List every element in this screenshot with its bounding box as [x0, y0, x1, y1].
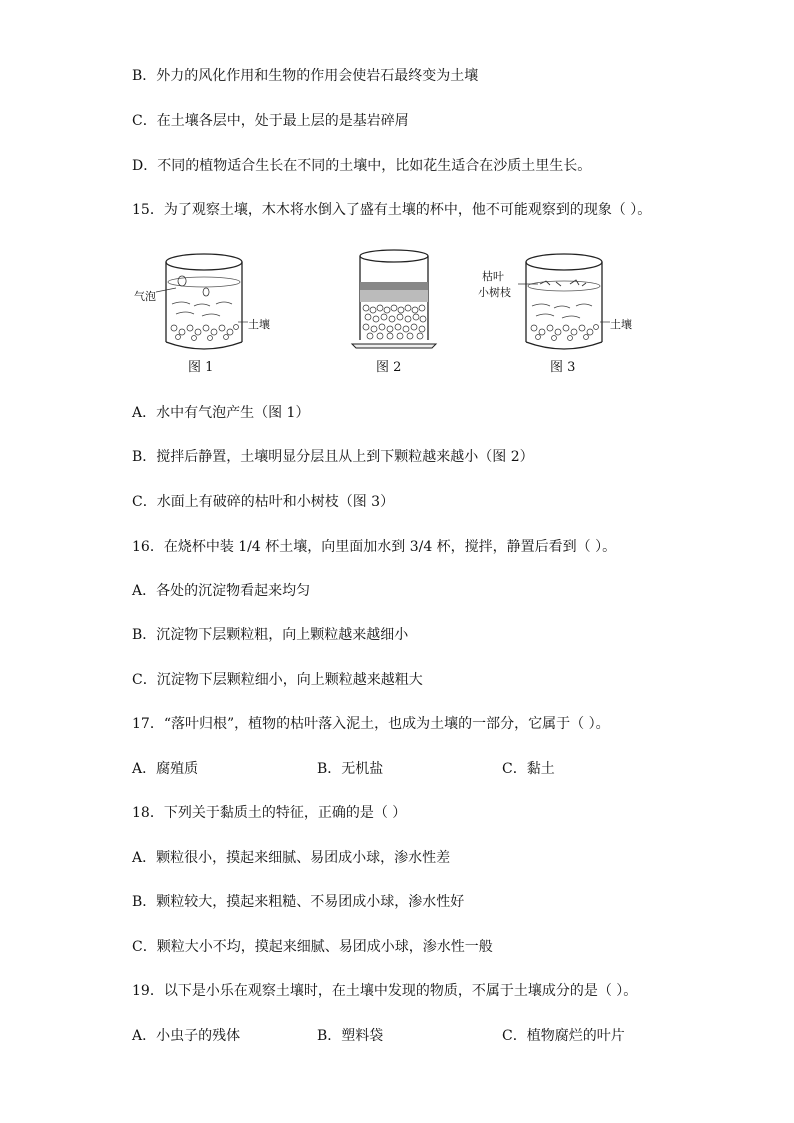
q18-option-c: C．颗粒大小不均，摸起来细腻、易团成小球，渗水性一般 [132, 939, 493, 955]
q15-option-c: C．水面上有破碎的枯叶和小树枝（图 3） [132, 494, 395, 510]
q14-option-c: C．在土壤各层中，处于最上层的是基岩碎屑 [132, 113, 409, 129]
q17-stem: 17．“落叶归根”，植物的枯叶落入泥土，也成为土壤的一部分，它属于（ ）。 [132, 716, 610, 732]
q16-option-c: C．沉淀物下层颗粒细小，向上颗粒越来越粗大 [132, 672, 423, 688]
figure-3 [478, 244, 648, 378]
beaker-2-illustration [348, 244, 448, 354]
q15-stem: 15．为了观察土壤，木木将水倒入了盛有土壤的杯中，他不可能观察到的现象（ ）。 [132, 202, 652, 218]
figure-1-caption: 图 1 [188, 360, 214, 375]
q18-option-a: A．颗粒很小，摸起来细腻、易团成小球，渗水性差 [132, 850, 451, 866]
q14-option-d: D．不同的植物适合生长在不同的土壤中，比如花生适合在沙质土里生长。 [132, 158, 592, 174]
figure-1 [130, 244, 290, 378]
figure-2-caption: 图 2 [376, 360, 402, 375]
q19-option-a: A．小虫子的残体 [132, 1028, 241, 1044]
q19-option-b: B．塑料袋 [317, 1028, 384, 1044]
figure-3-twig-label: 小树枝 [478, 286, 511, 299]
q17-option-c: C．黏土 [502, 761, 555, 777]
q19-stem: 19．以下是小乐在观察土壤时，在土壤中发现的物质，不属于土壤成分的是（ ）。 [132, 983, 638, 999]
figure-1-soil-label: 土壤 [248, 318, 270, 331]
figure-3-caption: 图 3 [550, 360, 576, 375]
figure-1-bubble-label: 气泡 [134, 290, 156, 303]
q15-option-b: B．搅拌后静置，土壤明显分层且从上到下颗粒越来越小（图 2） [132, 449, 534, 465]
q18-option-b: B．颗粒较大，摸起来粗糙、不易团成小球，渗水性好 [132, 894, 465, 910]
q17-option-b: B．无机盐 [317, 761, 384, 777]
q16-option-b: B．沉淀物下层颗粒粗，向上颗粒越来越细小 [132, 627, 409, 643]
q14-option-b: B．外力的风化作用和生物的作用会使岩石最终变为土壤 [132, 68, 479, 84]
figure-3-soil-label: 土壤 [610, 318, 632, 331]
q16-stem: 16．在烧杯中装 1/4 杯土壤，向里面加水到 3/4 杯，搅拌，静置后看到（ ）。 [132, 539, 617, 555]
q19-option-c: C．植物腐烂的叶片 [502, 1028, 625, 1044]
q16-option-a: A．各处的沉淀物看起来均匀 [132, 583, 311, 599]
figure-3-leaf-label: 枯叶 [482, 270, 504, 283]
q18-stem: 18．下列关于黏质土的特征，正确的是（ ） [132, 805, 407, 821]
q15-figures [130, 244, 650, 378]
figure-2 [348, 244, 448, 378]
q15-option-a: A．水中有气泡产生（图 1） [132, 405, 310, 421]
q17-option-a: A．腐殖质 [132, 761, 199, 777]
